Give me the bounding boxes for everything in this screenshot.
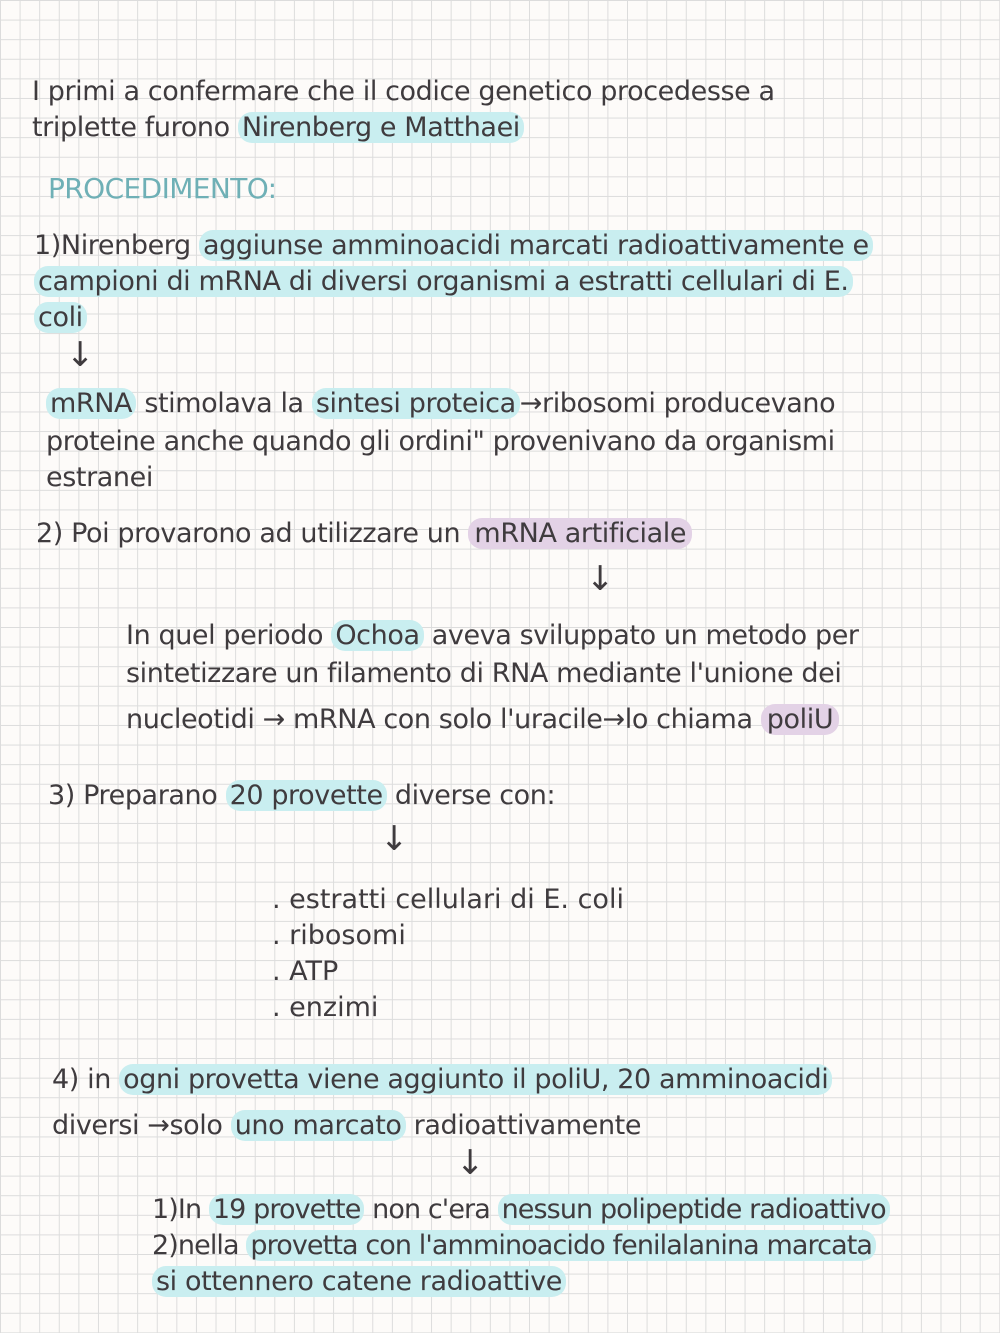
step3-text-a: 3) Preparano xyxy=(48,780,226,811)
step1-highlight-3: coli xyxy=(34,302,87,333)
step2-result-text-a: In quel periodo xyxy=(126,620,332,651)
step4-result-text-c: 2)nella xyxy=(152,1230,247,1261)
step1-result-line-2 xyxy=(46,424,835,460)
highlight-sintesi: sintesi proteica xyxy=(312,388,520,419)
highlight-mrna: mRNA xyxy=(46,388,136,419)
step4-result-text-a: 1)In xyxy=(152,1194,209,1225)
intro-line-2 xyxy=(32,110,524,146)
step1-result-line-1 xyxy=(46,386,835,422)
highlight-nessun-polipeptide: nessun polipeptide radioattivo xyxy=(498,1194,890,1225)
step2-text: 2) Poi provarono ad utilizzare un xyxy=(36,518,469,549)
step4-line-1 xyxy=(52,1062,832,1098)
step1-result-text-2: proteine anche quando gli ordini" provenivano da organismi xyxy=(46,426,835,457)
list-item: . enzimi xyxy=(272,990,624,1026)
step1-result-text-b: →ribosomi producevano xyxy=(519,388,836,419)
step2-result-line-2 xyxy=(126,656,841,692)
step4-text-a: 4) in xyxy=(52,1064,120,1095)
step3-text-b: diverse con: xyxy=(386,780,556,811)
ingredients-list xyxy=(272,882,624,1026)
step4-text-b: →solo xyxy=(139,1110,231,1141)
highlight-20-provette: 20 provette xyxy=(226,780,387,811)
step4-line-2 xyxy=(52,1108,641,1144)
highlight-ochoa: Ochoa xyxy=(331,620,423,651)
step1-highlight-1: aggiunse amminoacidi marcati radioattivamente e xyxy=(199,230,873,261)
intro-text-2: triplette furono xyxy=(32,112,238,143)
step1-text: 1)Nirenberg xyxy=(34,230,199,261)
down-arrow-icon: ↓ xyxy=(380,819,409,859)
step1-result-line-3 xyxy=(46,460,153,496)
step2-result-text-3: nucleotidi → mRNA con solo l'uracile→lo chiama xyxy=(126,704,761,735)
intro-line-1 xyxy=(32,74,775,110)
step2-line-1 xyxy=(36,516,692,552)
step1-result-text-3: estranei xyxy=(46,462,153,493)
step4-highlight-1: ogni provetta viene aggiunto il poliU, 20 amminoacidi xyxy=(119,1064,832,1095)
list-item: . ribosomi xyxy=(272,918,624,954)
step1-highlight-2: campioni di mRNA di diversi organismi a estratti cellulari di E. xyxy=(34,266,853,297)
step2-result-text-b: aveva sviluppato un metodo per xyxy=(423,620,859,651)
section-heading: PROCEDIMENTO: xyxy=(48,172,277,205)
highlight-fenilalanina: provetta con l'amminoacido fenilalanina marcata xyxy=(246,1230,876,1261)
step4-text-c: radioattivamente xyxy=(405,1110,642,1141)
highlight-catene-radioattive: si ottennero catene radioattive xyxy=(152,1266,566,1297)
step2-result-line-1 xyxy=(126,618,859,654)
highlight-19-provette: 19 provette xyxy=(209,1194,365,1225)
step1-line-2 xyxy=(34,264,853,300)
highlight-mrna-artificiale: mRNA artificiale xyxy=(468,518,692,549)
down-arrow-icon: ↓ xyxy=(66,335,95,375)
step4-result-line-2 xyxy=(152,1228,876,1264)
highlight-poliu: poliU xyxy=(761,704,839,735)
step1-result-text-a: stimolava la xyxy=(136,388,312,419)
step4-result-text-b: non c'era xyxy=(364,1194,498,1225)
list-item: . estratti cellulari di E. coli xyxy=(272,882,624,918)
list-item: . ATP xyxy=(272,954,624,990)
highlight-uno-marcato: uno marcato xyxy=(231,1110,406,1141)
step2-result-line-3 xyxy=(126,702,839,738)
step1-line-1 xyxy=(34,228,873,264)
step4-result-line-3 xyxy=(152,1264,566,1300)
step2-result-text-2: sintetizzare un filamento di RNA mediante l'unione dei xyxy=(126,658,842,689)
step4-result-line-1 xyxy=(152,1192,890,1228)
intro-text: I primi a confermare che il codice genetico procedesse a xyxy=(32,76,775,107)
highlight-diversi: diversi xyxy=(52,1110,140,1141)
down-arrow-icon: ↓ xyxy=(456,1143,485,1183)
down-arrow-icon: ↓ xyxy=(586,559,615,599)
highlight-names: Nirenberg e Matthaei xyxy=(238,112,524,143)
step3-line-1 xyxy=(48,778,555,814)
step1-line-3 xyxy=(34,300,87,336)
